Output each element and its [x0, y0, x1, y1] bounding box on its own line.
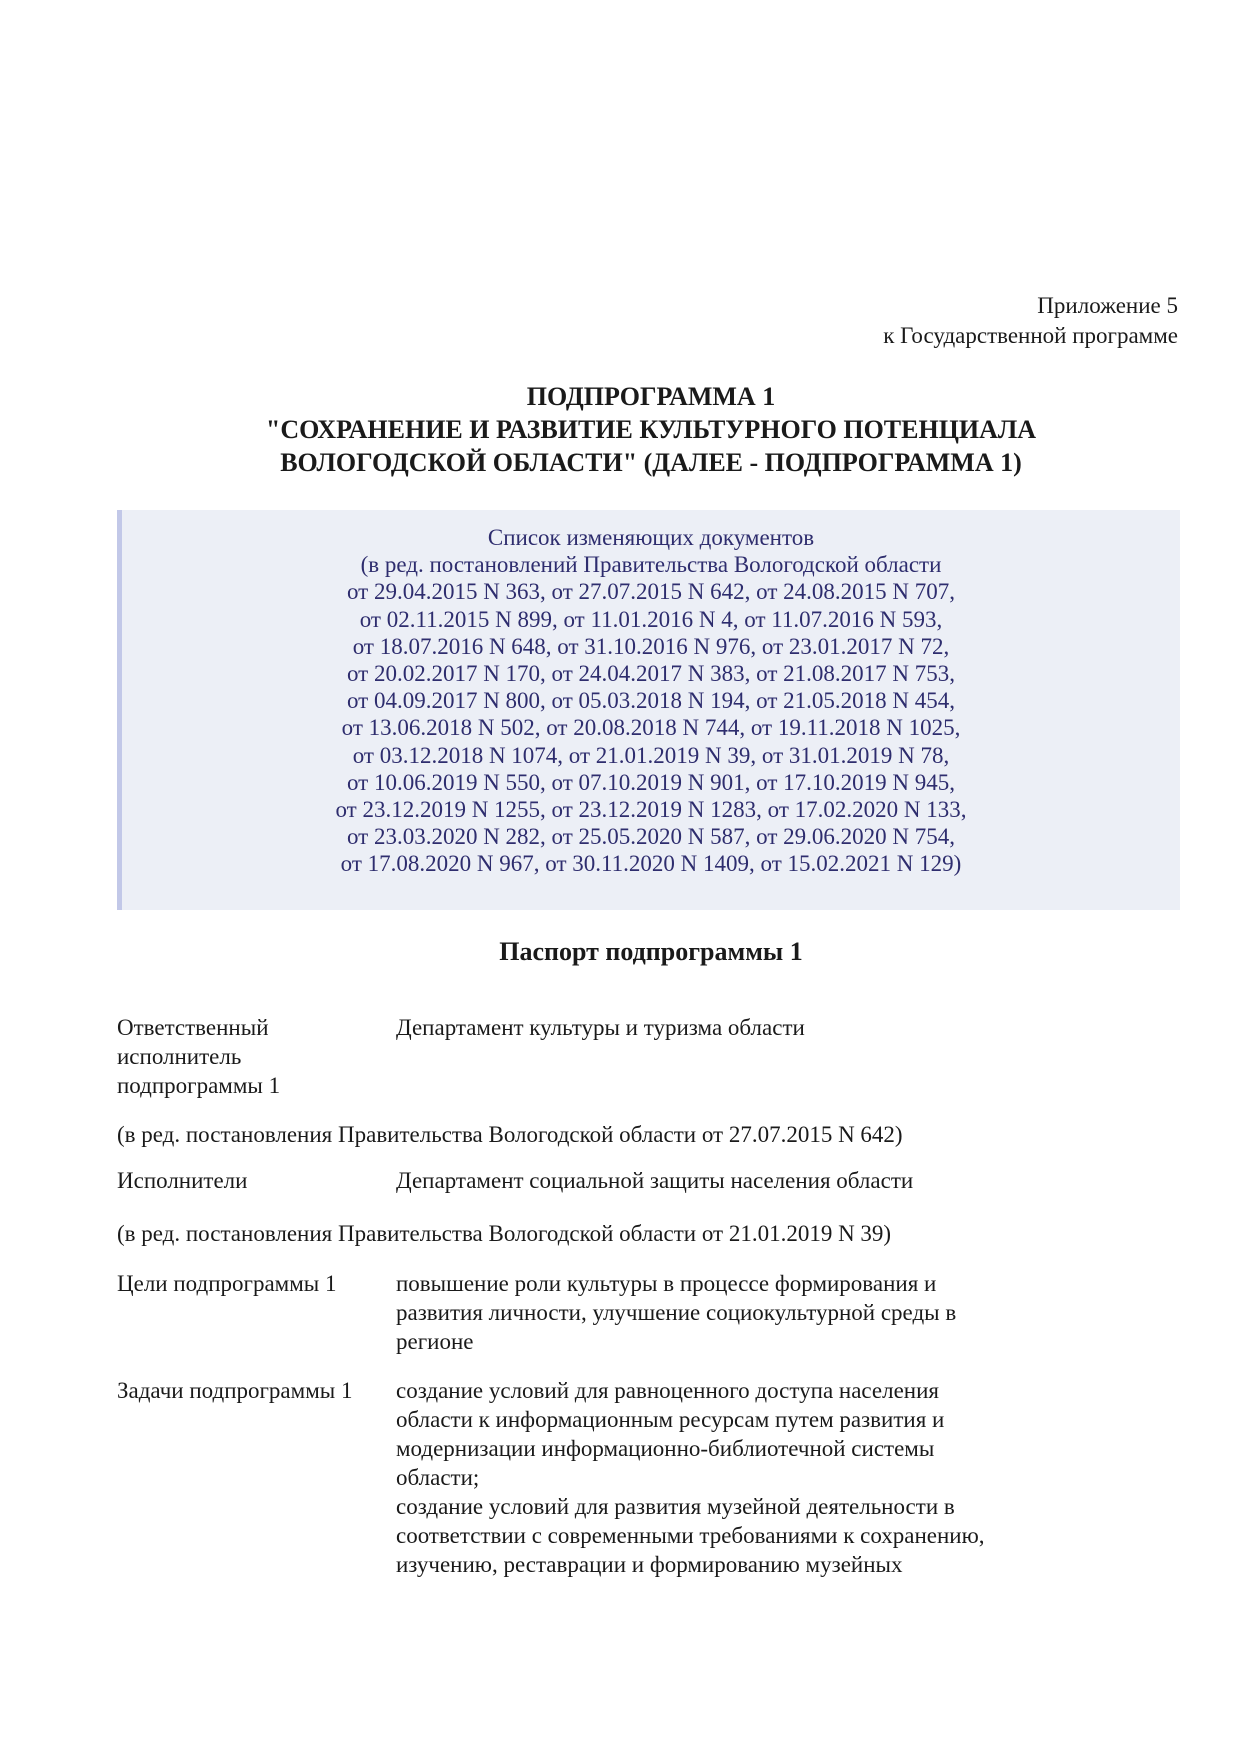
amendments-heading: Список изменяющих документов [487, 525, 815, 550]
amendments-line: (в ред. постановлений Правительства Вологодской области [360, 552, 942, 578]
appendix-line-2: к Государственной программе [883, 323, 1178, 348]
goals-value [396, 1269, 1156, 1356]
tasks-line: области; [396, 1465, 480, 1490]
responsible-label-line: исполнитель [117, 1044, 242, 1069]
tasks-line: изучению, реставрации и формированию музейных [396, 1552, 903, 1577]
amendment-note-1: (в ред. постановления Правительства Вологодской области от 27.07.2015 N 642) [117, 1122, 903, 1147]
document-title [0, 380, 1240, 479]
executors-label: Исполнители [117, 1168, 248, 1193]
amendments-line: от 02.11.2015 N 899, от 11.01.2016 N 4, от 11.07.2016 N 593, [359, 606, 943, 632]
amendments-line: от 23.03.2020 N 282, от 25.05.2020 N 587, от 29.06.2020 N 754, [346, 824, 956, 850]
title-line-2: "СОХРАНЕНИЕ И РАЗВИТИЕ КУЛЬТУРНОГО ПОТЕНЦИАЛА [265, 415, 1037, 444]
amendments-line: от 20.02.2017 N 170, от 24.04.2017 N 383, от 21.08.2017 N 753, [346, 661, 956, 687]
amendments-line: от 04.09.2017 N 800, от 05.03.2018 N 194, от 21.05.2018 N 454, [346, 688, 956, 714]
amendments-line: от 17.08.2020 N 967, от 30.11.2020 N 1409, от 15.02.2021 N 129) [340, 851, 962, 877]
amendments-line: от 23.12.2019 N 1255, от 23.12.2019 N 1283, от 17.02.2020 N 133, [335, 797, 967, 823]
appendix-line-1: Приложение 5 [1037, 293, 1178, 318]
tasks-line: модернизации информационно-библиотечной системы [396, 1436, 935, 1461]
goals-line: регионе [396, 1329, 474, 1354]
tasks-line: соответствии с современными требованиями к сохранению, [396, 1523, 985, 1548]
amendments-line: от 13.06.2018 N 502, от 20.08.2018 N 744, от 19.11.2018 N 1025, [341, 715, 961, 741]
tasks-line: создание условий для равноценного доступа населения [396, 1378, 940, 1403]
goals-label: Цели подпрограммы 1 [117, 1271, 337, 1296]
amendments-line: от 03.12.2018 N 1074, от 21.01.2019 N 39, от 31.01.2019 N 78, [352, 742, 950, 768]
tasks-line: создание условий для развития музейной деятельности в [396, 1494, 955, 1519]
amendments-line: от 10.06.2019 N 550, от 07.10.2019 N 901, от 17.10.2019 N 945, [346, 769, 956, 795]
responsible-label-line: подпрограммы 1 [117, 1073, 281, 1098]
amendments-line: от 18.07.2016 N 648, от 31.10.2016 N 976, от 23.01.2017 N 72, [352, 633, 950, 659]
amendment-note-2: (в ред. постановления Правительства Вологодской области от 21.01.2019 N 39) [117, 1221, 892, 1246]
goals-line: развития личности, улучшение социокультурной среды в [396, 1300, 957, 1325]
tasks-line: области к информационным ресурсам путем развития и [396, 1407, 945, 1432]
goals-line: повышение роли культуры в процессе формирования и [396, 1271, 937, 1296]
responsible-value: Департамент культуры и туризма области [396, 1015, 805, 1040]
tasks-label: Задачи подпрограммы 1 [117, 1378, 353, 1403]
title-line-3: ВОЛОГОДСКОЙ ОБЛАСТИ" (ДАЛЕЕ - ПОДПРОГРАММА 1) [280, 448, 1022, 477]
amendments-box [117, 510, 1180, 910]
appendix-header [883, 291, 1178, 351]
tasks-value [396, 1376, 1156, 1579]
passport-title: Паспорт подпрограммы 1 [499, 937, 803, 966]
executors-value: Департамент социальной защиты населения области [396, 1168, 914, 1193]
responsible-label-line: Ответственный [117, 1015, 269, 1040]
amendments-line: от 29.04.2015 N 363, от 27.07.2015 N 642, от 24.08.2015 N 707, [346, 579, 956, 605]
responsible-label [117, 1013, 387, 1100]
title-line-1: ПОДПРОГРАММА 1 [526, 382, 776, 411]
